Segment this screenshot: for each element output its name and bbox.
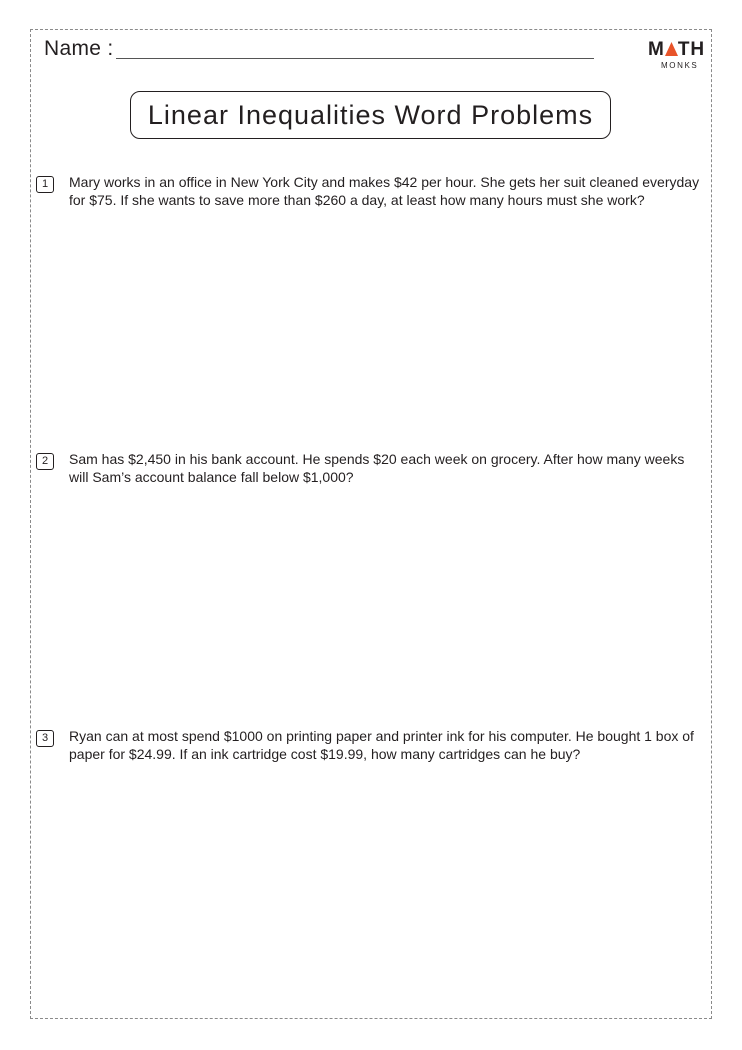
question-text: Mary works in an office in New York City and makes $42 per hour. She gets her suit cleaned everyday for $75. If she wants to save more than $260 a day, at least how many hours must she work? — [69, 174, 700, 208]
question-text: Sam has $2,450 in his bank account. He spends $20 each week on grocery. After how many weeks will Sam’s account balance fall below $1,000? — [69, 451, 685, 485]
question-number-badge: 1 — [36, 176, 54, 193]
name-input-line[interactable] — [116, 58, 594, 59]
logo-letters-th: TH — [677, 39, 706, 60]
question-number-badge: 2 — [36, 453, 54, 470]
logo-subtitle: MONKS — [661, 61, 699, 70]
logo-wordmark — [648, 40, 705, 60]
worksheet-title — [130, 91, 611, 139]
logo-letter-m: M — [648, 39, 665, 60]
math-monks-logo — [648, 40, 706, 72]
name-label: Name : — [44, 37, 114, 60]
triangle-icon — [665, 42, 678, 56]
question-text: Ryan can at most spend $1000 on printing paper and printer ink for his computer. He bought 1 box of paper for $24.99. If an ink cartridge cost $19.99, how many cartridges can he buy? — [69, 728, 694, 762]
question-number-badge: 3 — [36, 730, 54, 747]
worksheet-title-text: Linear Inequalities Word Problems — [147, 99, 594, 130]
